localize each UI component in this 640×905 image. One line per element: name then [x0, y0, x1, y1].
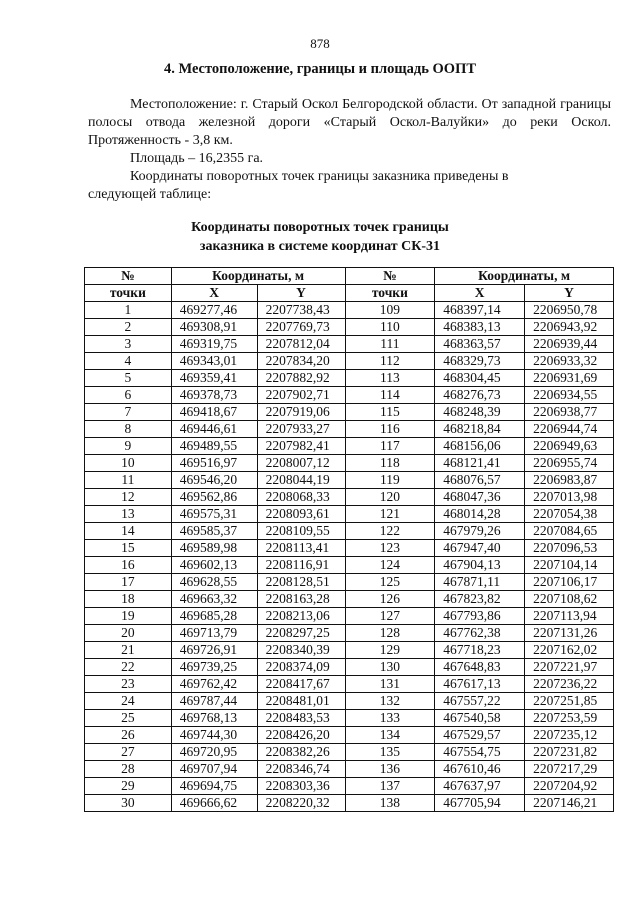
- table-row: [85, 302, 614, 319]
- cell-x1: 469418,67: [171, 404, 257, 421]
- cell-n2: 116: [345, 421, 435, 438]
- cell-n1: 2: [85, 319, 172, 336]
- cell-y2: 2207221,97: [525, 659, 614, 676]
- cell-y1: 2208109,55: [257, 523, 345, 540]
- cell-x2: 467648,83: [435, 659, 525, 676]
- table-row: [85, 557, 614, 574]
- cell-n2: 117: [345, 438, 435, 455]
- cell-n1: 16: [85, 557, 172, 574]
- table-row: [85, 710, 614, 727]
- cell-y1: 2207982,41: [257, 438, 345, 455]
- cell-y1: 2208044,19: [257, 472, 345, 489]
- cell-n2: 133: [345, 710, 435, 727]
- cell-n1: 26: [85, 727, 172, 744]
- table-row: [85, 591, 614, 608]
- cell-x1: 469666,62: [171, 795, 257, 812]
- header-point-label-right: точки: [345, 285, 435, 302]
- cell-n2: 109: [345, 302, 435, 319]
- cell-x1: 469739,25: [171, 659, 257, 676]
- header-point-no-right: №: [345, 268, 435, 285]
- cell-y1: 2207933,27: [257, 421, 345, 438]
- table-row: [85, 404, 614, 421]
- header-coords-right: Координаты, м: [435, 268, 614, 285]
- table-row: [85, 795, 614, 812]
- cell-y2: 2207217,29: [525, 761, 614, 778]
- cell-y1: 2207919,06: [257, 404, 345, 421]
- cell-y2: 2207106,17: [525, 574, 614, 591]
- location-paragraph: Местоположение: г. Старый Оскол Белгородской области. От западной границы полосы отвода железной дороги «Старый Оскол-Валуйки» до реки Оскол. Протяженность - 3,8 км.: [88, 97, 611, 148]
- cell-x1: 469602,13: [171, 557, 257, 574]
- cell-y2: 2207054,38: [525, 506, 614, 523]
- cell-y1: 2208374,09: [257, 659, 345, 676]
- cell-n2: 110: [345, 319, 435, 336]
- cell-y2: 2206933,32: [525, 353, 614, 370]
- cell-x1: 469489,55: [171, 438, 257, 455]
- cell-x1: 469744,30: [171, 727, 257, 744]
- cell-n2: 122: [345, 523, 435, 540]
- cell-x2: 467705,94: [435, 795, 525, 812]
- cell-x2: 468047,36: [435, 489, 525, 506]
- cell-n1: 11: [85, 472, 172, 489]
- header-x-right: X: [435, 285, 525, 302]
- header-coords-left: Координаты, м: [171, 268, 345, 285]
- cell-n2: 126: [345, 591, 435, 608]
- cell-n2: 127: [345, 608, 435, 625]
- cell-n2: 124: [345, 557, 435, 574]
- cell-n2: 114: [345, 387, 435, 404]
- cell-n2: 130: [345, 659, 435, 676]
- table-row: [85, 353, 614, 370]
- table-row: [85, 761, 614, 778]
- cell-n1: 23: [85, 676, 172, 693]
- cell-y2: 2207113,94: [525, 608, 614, 625]
- table-row: [85, 744, 614, 761]
- cell-x1: 469762,42: [171, 676, 257, 693]
- cell-x2: 467762,38: [435, 625, 525, 642]
- cell-x1: 469319,75: [171, 336, 257, 353]
- cell-x2: 467947,40: [435, 540, 525, 557]
- table-title-line-2: заказника в системе координат СК-31: [199, 239, 441, 254]
- cell-y2: 2207108,62: [525, 591, 614, 608]
- cell-y2: 2207131,26: [525, 625, 614, 642]
- table-header-row: [85, 268, 614, 285]
- cell-y2: 2206983,87: [525, 472, 614, 489]
- cell-y1: 2208346,74: [257, 761, 345, 778]
- cell-x1: 469787,44: [171, 693, 257, 710]
- cell-n1: 8: [85, 421, 172, 438]
- cell-x2: 468397,14: [435, 302, 525, 319]
- cell-n2: 132: [345, 693, 435, 710]
- table-subheader-row: [85, 285, 614, 302]
- cell-x2: 467871,11: [435, 574, 525, 591]
- cell-y2: 2207146,21: [525, 795, 614, 812]
- cell-x2: 467904,13: [435, 557, 525, 574]
- cell-x1: 469359,41: [171, 370, 257, 387]
- cell-n1: 24: [85, 693, 172, 710]
- cell-y2: 2206939,44: [525, 336, 614, 353]
- cell-x2: 467540,58: [435, 710, 525, 727]
- cell-n2: 119: [345, 472, 435, 489]
- coords-intro-line-2: следующей таблице:: [88, 187, 212, 202]
- cell-n1: 3: [85, 336, 172, 353]
- cell-y2: 2207251,85: [525, 693, 614, 710]
- cell-n2: 125: [345, 574, 435, 591]
- cell-x2: 468121,41: [435, 455, 525, 472]
- cell-y1: 2208113,41: [257, 540, 345, 557]
- cell-n1: 29: [85, 778, 172, 795]
- coords-intro-line-1: Координаты поворотных точек границы заказника приведены в: [130, 169, 509, 184]
- cell-n1: 5: [85, 370, 172, 387]
- cell-n2: 111: [345, 336, 435, 353]
- cell-x1: 469546,20: [171, 472, 257, 489]
- table-row: [85, 693, 614, 710]
- cell-x1: 469378,73: [171, 387, 257, 404]
- cell-y2: 2207096,53: [525, 540, 614, 557]
- cell-x2: 467554,75: [435, 744, 525, 761]
- cell-y2: 2207236,22: [525, 676, 614, 693]
- cell-y1: 2208483,53: [257, 710, 345, 727]
- cell-y2: 2207013,98: [525, 489, 614, 506]
- cell-n1: 27: [85, 744, 172, 761]
- cell-n1: 4: [85, 353, 172, 370]
- cell-n2: 112: [345, 353, 435, 370]
- cell-y1: 2208303,36: [257, 778, 345, 795]
- cell-n1: 13: [85, 506, 172, 523]
- table-row: [85, 370, 614, 387]
- cell-y1: 2208128,51: [257, 574, 345, 591]
- cell-y2: 2207253,59: [525, 710, 614, 727]
- cell-x1: 469446,61: [171, 421, 257, 438]
- table-row: [85, 625, 614, 642]
- table-row: [85, 421, 614, 438]
- table-row: [85, 506, 614, 523]
- cell-n2: 138: [345, 795, 435, 812]
- cell-x1: 469589,98: [171, 540, 257, 557]
- table-row: [85, 778, 614, 795]
- cell-y1: 2208007,12: [257, 455, 345, 472]
- cell-y2: 2206943,92: [525, 319, 614, 336]
- header-x-left: X: [171, 285, 257, 302]
- cell-x2: 467610,46: [435, 761, 525, 778]
- cell-x1: 469768,13: [171, 710, 257, 727]
- cell-y1: 2208093,61: [257, 506, 345, 523]
- table-row: [85, 523, 614, 540]
- cell-y1: 2208297,25: [257, 625, 345, 642]
- cell-y2: 2206944,74: [525, 421, 614, 438]
- cell-n1: 12: [85, 489, 172, 506]
- cell-y1: 2207738,43: [257, 302, 345, 319]
- table-row: [85, 676, 614, 693]
- cell-x2: 468383,13: [435, 319, 525, 336]
- cell-y1: 2208382,26: [257, 744, 345, 761]
- cell-n1: 28: [85, 761, 172, 778]
- header-point-no-left: №: [85, 268, 172, 285]
- cell-n2: 115: [345, 404, 435, 421]
- cell-n1: 17: [85, 574, 172, 591]
- cell-y1: 2208220,32: [257, 795, 345, 812]
- page-number: 878: [310, 36, 330, 51]
- cell-y2: 2206950,78: [525, 302, 614, 319]
- cell-x1: 469308,91: [171, 319, 257, 336]
- cell-n1: 15: [85, 540, 172, 557]
- header-y-left: Y: [257, 285, 345, 302]
- cell-x1: 469685,28: [171, 608, 257, 625]
- table-row: [85, 336, 614, 353]
- cell-n2: 121: [345, 506, 435, 523]
- cell-x1: 469707,94: [171, 761, 257, 778]
- cell-y1: 2208426,20: [257, 727, 345, 744]
- table-row: [85, 455, 614, 472]
- cell-n1: 30: [85, 795, 172, 812]
- cell-n1: 19: [85, 608, 172, 625]
- area-paragraph: Площадь – 16,2355 га.: [130, 151, 264, 166]
- cell-y1: 2207902,71: [257, 387, 345, 404]
- table-row: [85, 472, 614, 489]
- cell-n2: 137: [345, 778, 435, 795]
- table-row: [85, 642, 614, 659]
- cell-n2: 123: [345, 540, 435, 557]
- cell-y2: 2206938,77: [525, 404, 614, 421]
- cell-n1: 18: [85, 591, 172, 608]
- cell-x2: 468329,73: [435, 353, 525, 370]
- cell-x2: 468076,57: [435, 472, 525, 489]
- section-heading: 4. Местоположение, границы и площадь ООПТ: [163, 61, 477, 77]
- cell-x1: 469663,32: [171, 591, 257, 608]
- cell-x1: 469713,79: [171, 625, 257, 642]
- cell-y2: 2207162,02: [525, 642, 614, 659]
- cell-n1: 6: [85, 387, 172, 404]
- cell-n2: 128: [345, 625, 435, 642]
- cell-y2: 2207231,82: [525, 744, 614, 761]
- cell-n1: 20: [85, 625, 172, 642]
- cell-n1: 9: [85, 438, 172, 455]
- cell-n1: 25: [85, 710, 172, 727]
- cell-y2: 2207104,14: [525, 557, 614, 574]
- cell-y1: 2208068,33: [257, 489, 345, 506]
- cell-y1: 2208417,67: [257, 676, 345, 693]
- cell-x1: 469720,95: [171, 744, 257, 761]
- coordinates-table: [84, 267, 614, 812]
- cell-x1: 469585,37: [171, 523, 257, 540]
- cell-x1: 469575,31: [171, 506, 257, 523]
- cell-x2: 467529,57: [435, 727, 525, 744]
- cell-n2: 118: [345, 455, 435, 472]
- cell-x1: 469343,01: [171, 353, 257, 370]
- cell-x1: 469726,91: [171, 642, 257, 659]
- cell-y1: 2208116,91: [257, 557, 345, 574]
- cell-x2: 468276,73: [435, 387, 525, 404]
- cell-y1: 2208481,01: [257, 693, 345, 710]
- cell-x2: 468248,39: [435, 404, 525, 421]
- table-row: [85, 659, 614, 676]
- cell-x2: 468218,84: [435, 421, 525, 438]
- cell-x2: 467637,97: [435, 778, 525, 795]
- table-row: [85, 319, 614, 336]
- cell-n2: 136: [345, 761, 435, 778]
- cell-x1: 469516,97: [171, 455, 257, 472]
- cell-y2: 2207204,92: [525, 778, 614, 795]
- header-y-right: Y: [525, 285, 614, 302]
- cell-n2: 134: [345, 727, 435, 744]
- cell-x2: 467617,13: [435, 676, 525, 693]
- cell-x2: 468304,45: [435, 370, 525, 387]
- table-row: [85, 438, 614, 455]
- cell-x2: 468363,57: [435, 336, 525, 353]
- cell-y1: 2207882,92: [257, 370, 345, 387]
- cell-x1: 469277,46: [171, 302, 257, 319]
- cell-n2: 131: [345, 676, 435, 693]
- cell-x2: 467979,26: [435, 523, 525, 540]
- table-row: [85, 608, 614, 625]
- cell-y2: 2206931,69: [525, 370, 614, 387]
- cell-n2: 129: [345, 642, 435, 659]
- cell-y1: 2208340,39: [257, 642, 345, 659]
- cell-n2: 113: [345, 370, 435, 387]
- table-row: [85, 489, 614, 506]
- cell-n2: 135: [345, 744, 435, 761]
- cell-y2: 2206934,55: [525, 387, 614, 404]
- cell-x2: 467718,23: [435, 642, 525, 659]
- cell-x1: 469694,75: [171, 778, 257, 795]
- cell-x2: 468014,28: [435, 506, 525, 523]
- cell-n1: 22: [85, 659, 172, 676]
- cell-n1: 1: [85, 302, 172, 319]
- cell-y2: 2206949,63: [525, 438, 614, 455]
- table-title: [0, 218, 640, 256]
- cell-x1: 469562,86: [171, 489, 257, 506]
- cell-x2: 468156,06: [435, 438, 525, 455]
- cell-n1: 10: [85, 455, 172, 472]
- cell-n1: 7: [85, 404, 172, 421]
- cell-y1: 2207812,04: [257, 336, 345, 353]
- table-title-line-1: Координаты поворотных точек границы: [191, 220, 449, 235]
- cell-y2: 2207235,12: [525, 727, 614, 744]
- table-row: [85, 574, 614, 591]
- cell-y1: 2207834,20: [257, 353, 345, 370]
- cell-y1: 2208213,06: [257, 608, 345, 625]
- cell-x2: 467823,82: [435, 591, 525, 608]
- cell-y1: 2208163,28: [257, 591, 345, 608]
- cell-n1: 21: [85, 642, 172, 659]
- table-row: [85, 387, 614, 404]
- header-point-label-left: точки: [85, 285, 172, 302]
- cell-x1: 469628,55: [171, 574, 257, 591]
- cell-n1: 14: [85, 523, 172, 540]
- table-body: [85, 302, 614, 812]
- cell-y1: 2207769,73: [257, 319, 345, 336]
- table-row: [85, 540, 614, 557]
- cell-n2: 120: [345, 489, 435, 506]
- cell-x2: 467793,86: [435, 608, 525, 625]
- cell-x2: 467557,22: [435, 693, 525, 710]
- cell-y2: 2207084,65: [525, 523, 614, 540]
- cell-y2: 2206955,74: [525, 455, 614, 472]
- table-row: [85, 727, 614, 744]
